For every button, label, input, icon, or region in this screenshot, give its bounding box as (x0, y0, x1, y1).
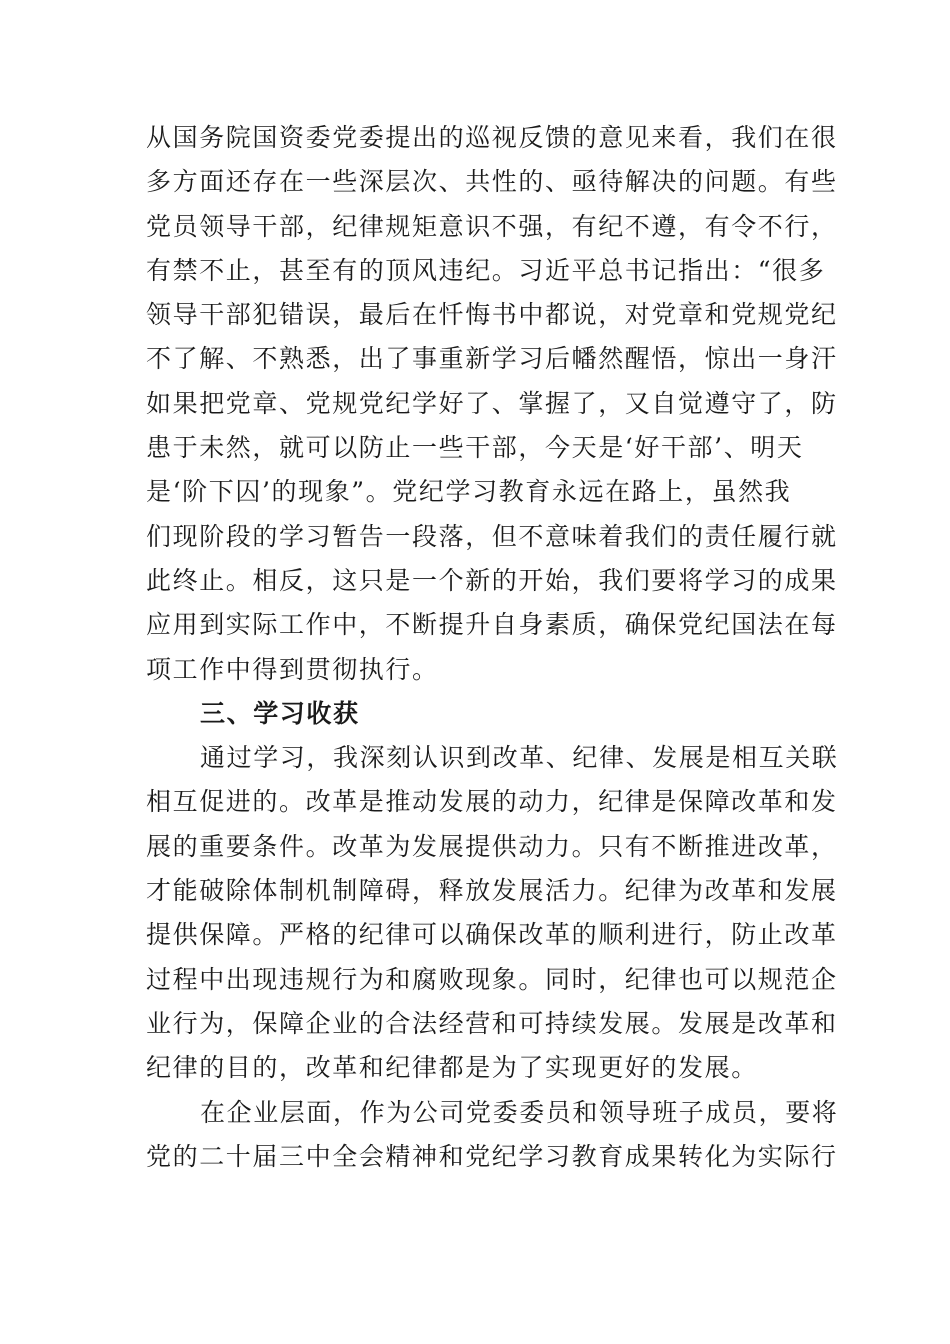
text-line: 应用到实际工作中，不断提升自身素质，确保党纪国法在每 (146, 610, 838, 640)
text-line: 们现阶段的学习暂告一段落，但不意味着我们的责任履行就 (146, 521, 838, 551)
text-line: 业行为，保障企业的合法经营和可持续发展。发展是改革和 (146, 1008, 838, 1038)
text-line: 多方面还存在一些深层次、共性的、亟待解决的问题。有些 (146, 167, 838, 197)
text-line: 相互促进的。改革是推动发展的动力，纪律是保障改革和发 (146, 787, 838, 817)
text-line: 项工作中得到贯彻执行。 (146, 654, 439, 684)
text-line: 是‘阶下囚’的现象”。党纪学习教育永远在路上，虽然我 (146, 477, 792, 507)
text-line: 展的重要条件。改革为发展提供动力。只有不断推进改革， (146, 831, 838, 861)
text-line: 提供保障。严格的纪律可以确保改革的顺利进行，防止改革 (146, 920, 838, 950)
text-line: 才能破除体制机制障碍，释放发展活力。纪律为改革和发展 (146, 876, 838, 906)
text-line: 领导干部犯错误，最后在忏悔书中都说，对党章和党规党纪 (146, 300, 838, 330)
text-line: 不了解、不熟悉，出了事重新学习后幡然醒悟，惊出一身汗 (146, 344, 838, 374)
section-heading: 三、学习收获 (200, 698, 360, 728)
text-line: 如果把党章、党规党纪学好了、掌握了，又自觉遵守了，防 (146, 388, 838, 418)
document-body (146, 116, 839, 1179)
text-line: 通过学习，我深刻认识到改革、纪律、发展是相互关联 (200, 743, 839, 773)
text-line: 从国务院国资委党委提出的巡视反馈的意见来看，我们在很 (146, 123, 838, 152)
text-line: 患于未然，就可以防止一些干部，今天是‘好干部’、明天 (146, 433, 804, 463)
text-line: 在企业层面，作为公司党委委员和领导班子成员，要将 (200, 1097, 839, 1127)
text-line: 纪律的目的，改革和纪律都是为了实现更好的发展。 (146, 1053, 758, 1083)
text-line: 此终止。相反，这只是一个新的开始，我们要将学习的成果 (146, 565, 838, 595)
text-line: 过程中出现违规行为和腐败现象。同时，纪律也可以规范企 (146, 964, 838, 994)
text-line: 党员领导干部，纪律规矩意识不强，有纪不遵，有令不行， (146, 211, 838, 241)
text-line: 党的二十届三中全会精神和党纪学习教育成果转化为实际行 (146, 1141, 838, 1171)
text-line: 有禁不止，甚至有的顶风违纪。习近平总书记指出：“很多 (146, 255, 826, 285)
